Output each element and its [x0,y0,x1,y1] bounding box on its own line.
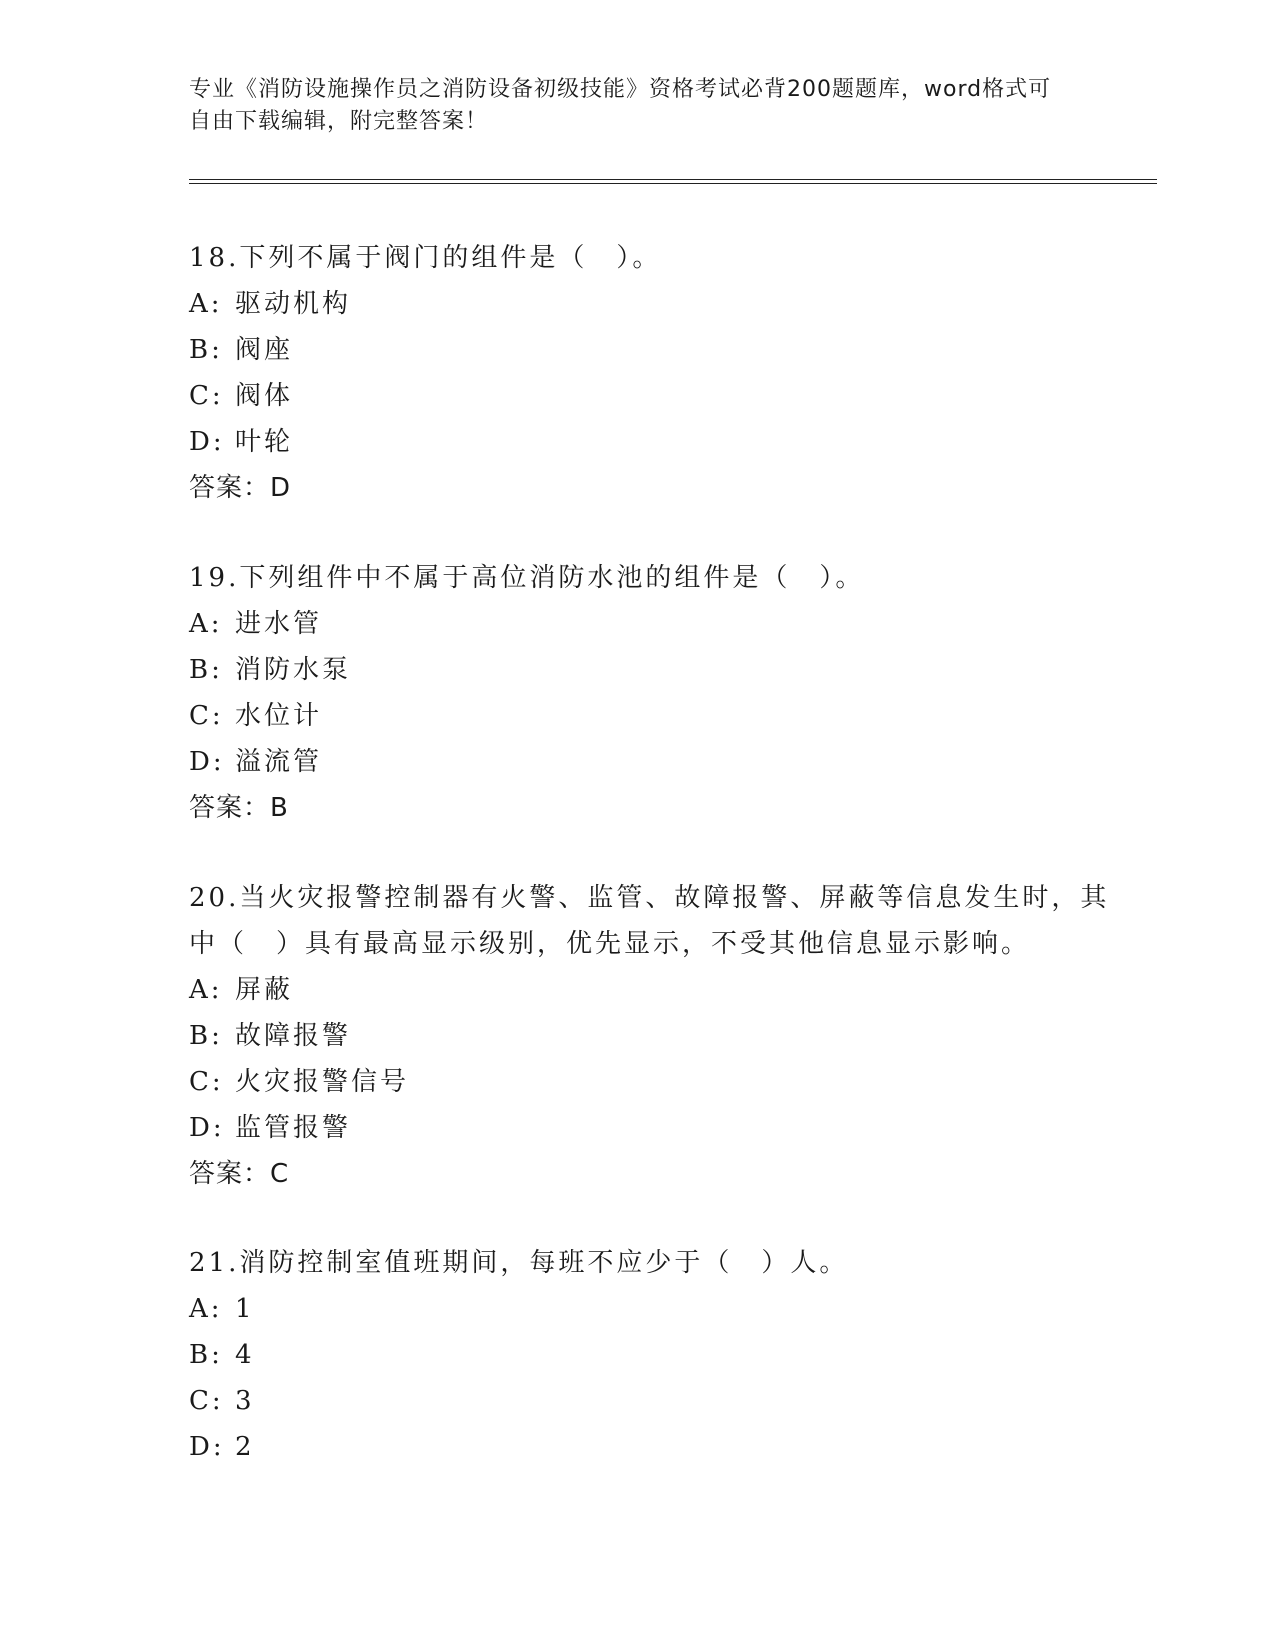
header-rule-bottom [189,183,1157,184]
option-a [189,601,1129,647]
question-stem: 19.下列组件中不属于高位消防水池的组件是（ ）。 [189,563,865,593]
option-text: 驱动机构 [235,289,352,319]
option-letter: D: [189,1113,225,1143]
question-stem: 20.当火灾报警控制器有火警、监管、故障报警、屏蔽等信息发生时，其中（ ）具有最高显示级别，优先显示，不受其他信息显示影响。 [189,883,1110,959]
option-letter: A: [189,975,223,1005]
document-header: 专业《消防设施操作员之消防设备初级技能》资格考试必背200题题库，word格式可自由下载编辑，附完整答案！ [189,77,1052,134]
option-d [189,1105,1129,1151]
header-rule-top [189,179,1157,180]
option-a [189,1286,1129,1332]
option-letter: A: [189,289,223,319]
question-stem: 21.消防控制室值班期间，每班不应少于（ ）人。 [189,1248,849,1278]
option-text: 火灾报警信号 [235,1067,410,1097]
option-text: 3 [235,1386,255,1416]
option-letter: C: [189,381,224,411]
option-text: 监管报警 [235,1113,352,1143]
option-letter: D: [189,427,225,457]
question-21 [189,1240,1129,1470]
option-letter: B: [189,335,223,365]
option-c [189,1059,1129,1105]
option-b [189,647,1129,693]
option-letter: D: [189,1432,225,1462]
option-text: 阀体 [235,381,294,411]
option-text: 1 [235,1294,255,1324]
option-d [189,1424,1129,1470]
answer-line: 答案：B [189,793,289,823]
option-b [189,1013,1129,1059]
option-c [189,693,1129,739]
option-text: 水位计 [235,701,323,731]
option-letter: A: [189,609,223,639]
option-text: 4 [235,1340,255,1370]
option-letter: A: [189,1294,223,1324]
option-text: 2 [235,1432,255,1462]
option-text: 阀座 [235,335,294,365]
question-19 [189,555,1129,831]
option-text: 屏蔽 [235,975,294,1005]
option-letter: C: [189,1386,224,1416]
option-c [189,373,1129,419]
option-text: 故障报警 [235,1021,352,1051]
option-d [189,419,1129,465]
option-letter: C: [189,1067,224,1097]
option-text: 溢流管 [235,747,323,777]
option-text: 消防水泵 [235,655,352,685]
option-letter: B: [189,1340,223,1370]
option-d [189,739,1129,785]
option-letter: C: [189,701,224,731]
option-a [189,967,1129,1013]
option-text: 叶轮 [235,427,294,457]
question-18 [189,235,1129,511]
option-letter: D: [189,747,225,777]
option-b [189,1332,1129,1378]
option-b [189,327,1129,373]
option-text: 进水管 [235,609,323,639]
answer-line: 答案：C [189,1159,290,1189]
option-letter: B: [189,655,223,685]
question-20 [189,875,1129,1197]
option-letter: B: [189,1021,223,1051]
answer-line: 答案：D [189,473,292,503]
question-stem: 18.下列不属于阀门的组件是（ ）。 [189,243,662,273]
option-c [189,1378,1129,1424]
option-a [189,281,1129,327]
